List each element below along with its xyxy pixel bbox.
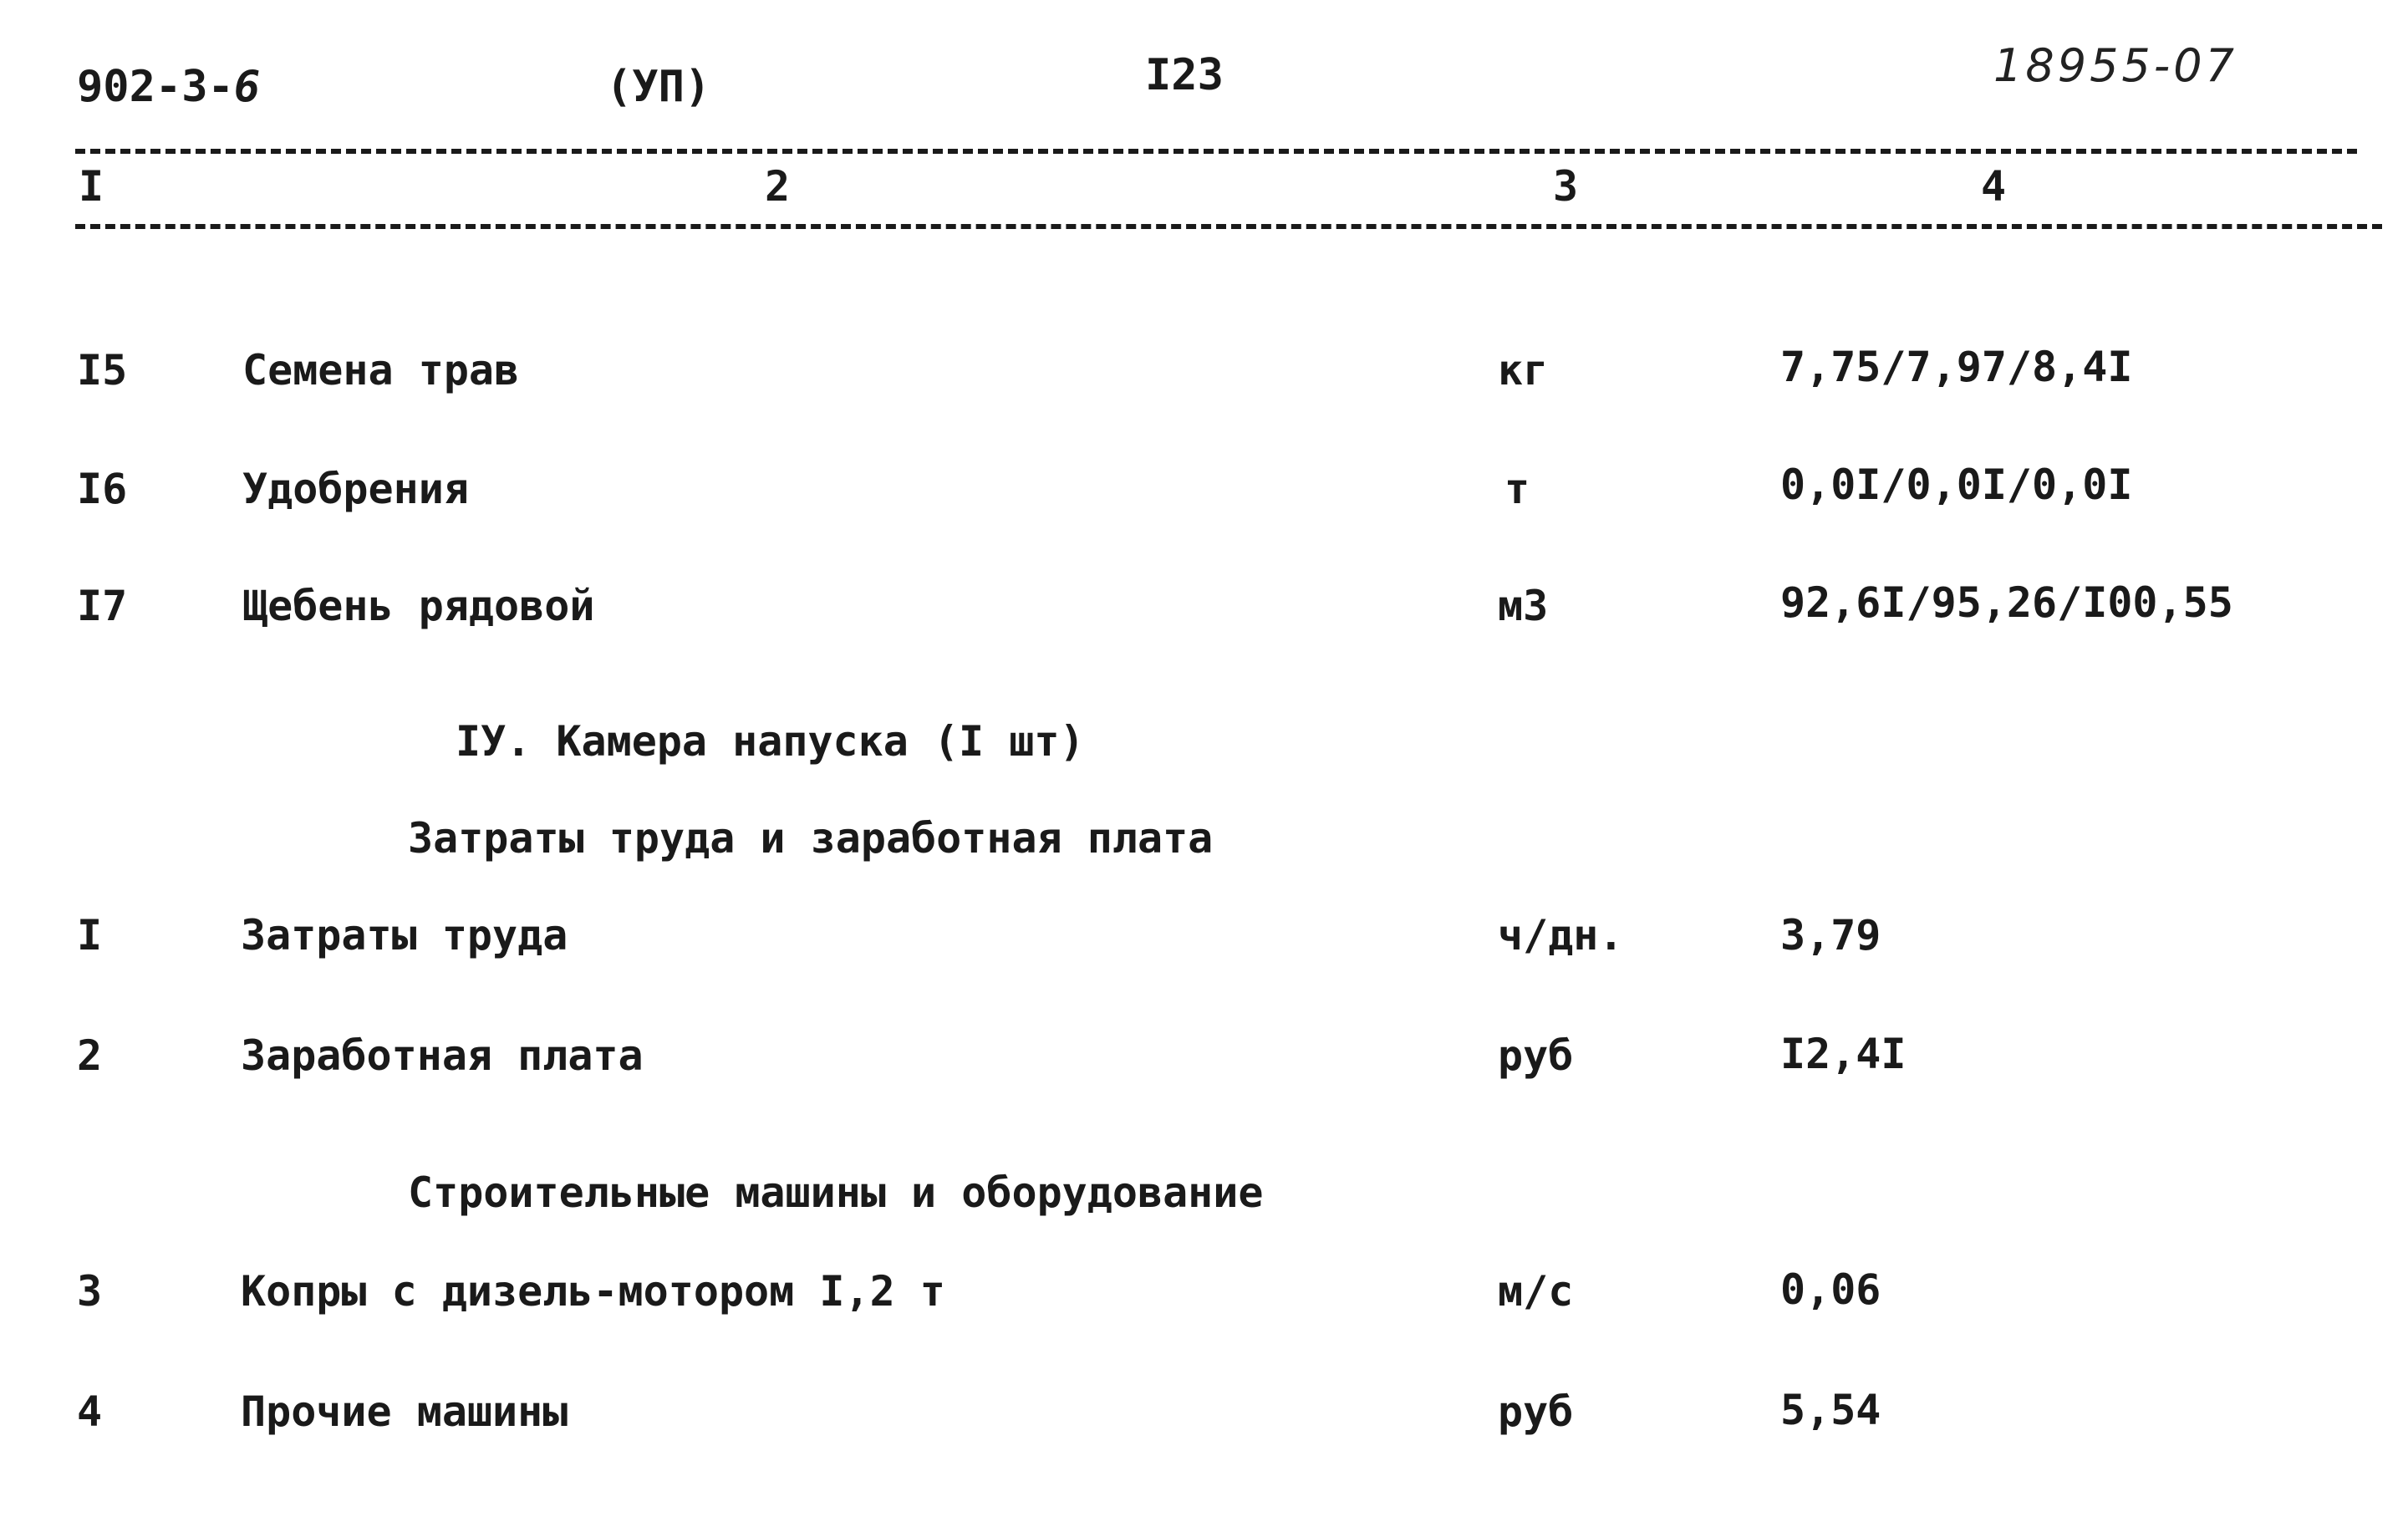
row-number: I5 xyxy=(77,346,128,395)
column-header-3: 3 xyxy=(1553,162,1579,211)
row-name: Прочие машины xyxy=(241,1387,568,1436)
section-title: IУ. Камера напуска (I шт) xyxy=(456,717,1085,766)
subsection-title-machines: Строительные машины и оборудование xyxy=(408,1168,1264,1217)
row-name: Копры с дизель-мотором I,2 т xyxy=(241,1267,945,1316)
header-top-dashed-rule xyxy=(75,149,2357,154)
row-unit: м3 xyxy=(1498,582,1549,630)
row-number: I xyxy=(77,911,103,960)
row-value: 92,6I/95,26/I00,55 xyxy=(1780,578,2233,627)
row-value: 3,79 xyxy=(1780,911,1881,960)
row-unit: т xyxy=(1504,465,1530,513)
document-code-prefix: 902-3- xyxy=(77,62,234,112)
row-unit: руб xyxy=(1498,1387,1574,1436)
column-header-2: 2 xyxy=(765,162,791,211)
row-value: 0,0I/0,0I/0,0I xyxy=(1780,461,2133,509)
row-number: 2 xyxy=(77,1031,103,1080)
row-number: 3 xyxy=(77,1267,103,1316)
row-number: 4 xyxy=(77,1387,103,1436)
column-header-1: I xyxy=(79,162,104,211)
row-name: Семена трав xyxy=(242,346,520,395)
row-value: I2,4I xyxy=(1780,1030,1907,1078)
row-number: I7 xyxy=(77,582,128,630)
column-header-4: 4 xyxy=(1981,162,2007,211)
row-value: 0,06 xyxy=(1780,1265,1881,1314)
header-bottom-dashed-rule xyxy=(75,224,2382,229)
row-unit: ч/дн. xyxy=(1498,911,1624,960)
row-unit: кг xyxy=(1498,346,1549,395)
row-unit: м/с xyxy=(1498,1267,1574,1316)
row-name: Затраты труда xyxy=(241,911,568,960)
subsection-title-labor: Затраты труда и заработная плата xyxy=(408,814,1214,863)
handwritten-number: 18955-07 xyxy=(1993,39,2237,92)
album-label: (УП) xyxy=(606,62,711,112)
row-value: 5,54 xyxy=(1780,1386,1881,1434)
row-name: Заработная плата xyxy=(241,1031,644,1080)
row-name: Щебень рядовой xyxy=(242,582,595,630)
document-code-suffix: 6 xyxy=(233,62,261,112)
document-code xyxy=(77,62,261,112)
row-number: I6 xyxy=(77,465,128,513)
row-unit: руб xyxy=(1498,1031,1574,1080)
row-value: 7,75/7,97/8,4I xyxy=(1780,343,2133,391)
page-number: I23 xyxy=(1145,50,1224,100)
row-name: Удобрения xyxy=(242,465,469,513)
